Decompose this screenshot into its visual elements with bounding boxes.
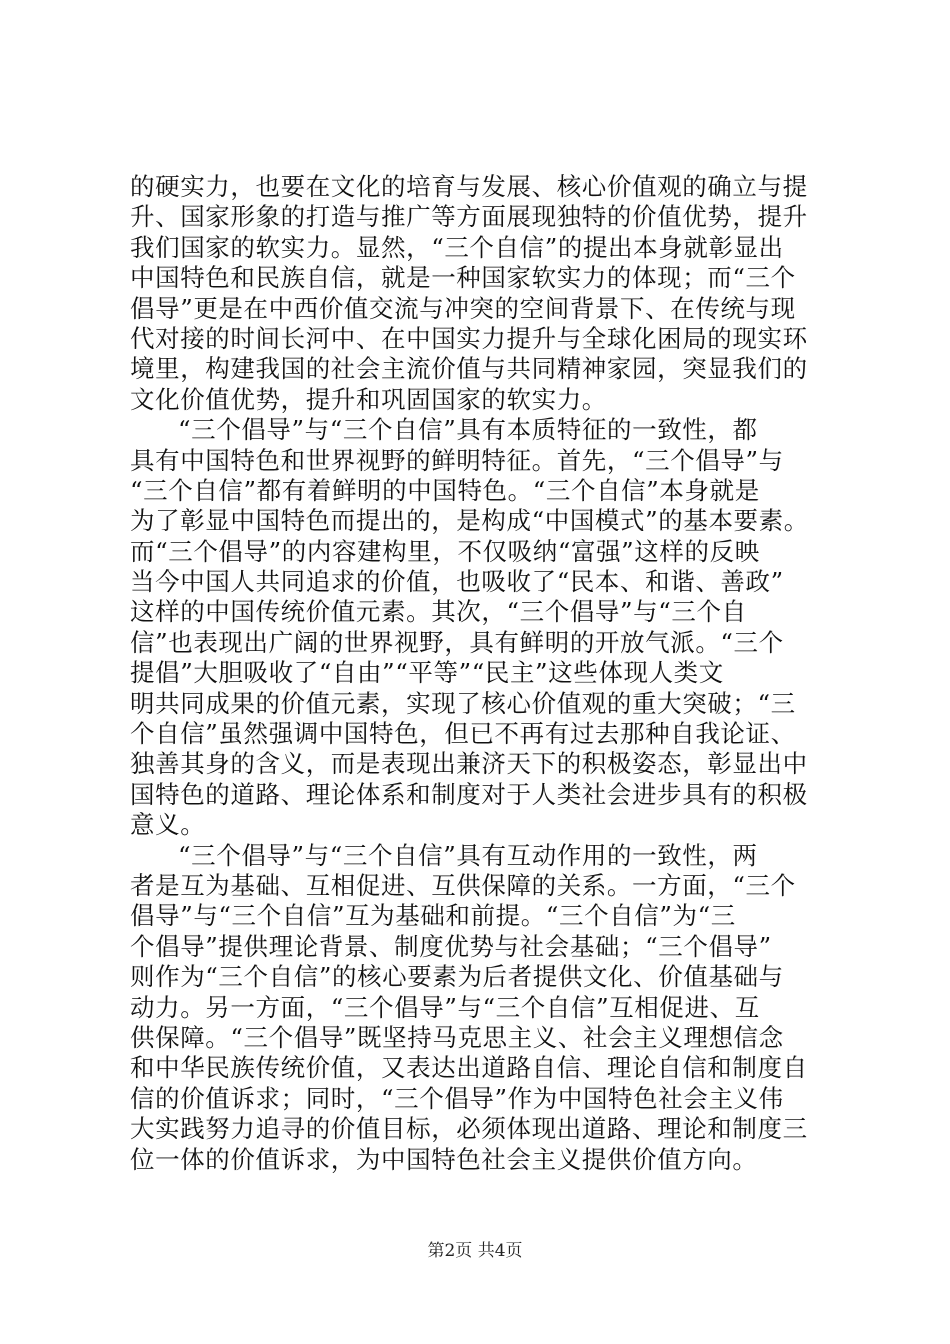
- paragraph-line: 具有中国特色和世界视野的鲜明特征。首先，“三个倡导”与: [130, 445, 784, 475]
- paragraph-first-line: “三个倡导”与“三个自信”具有本质特征的一致性，都: [178, 415, 758, 445]
- paragraph-3: [130, 841, 830, 1175]
- page-number-footer: 第2页 共4页: [427, 1241, 523, 1261]
- paragraph-line: 动力。另一方面，“三个倡导”与“三个自信”互相促进、互: [130, 992, 760, 1022]
- paragraph-line: 大实践努力追寻的价值目标，必须体现出道路、理论和制度三: [130, 1114, 808, 1144]
- paragraph-line: 为了彰显中国特色而提出的，是构成“中国模式”的基本要素。: [130, 506, 809, 536]
- paragraph-line: “三个自信”都有着鲜明的中国特色。“三个自信”本身就是: [130, 475, 760, 505]
- paragraph-line: 境里，构建我国的社会主流价值与共同精神家园，突显我们的: [130, 354, 808, 384]
- paragraph-line: 倡导”与“三个自信”互为基础和前提。“三个自信”为“三: [130, 901, 736, 931]
- paragraph-line: 国特色的道路、理论体系和制度对于人类社会进步具有的积极: [130, 779, 808, 809]
- paragraph-line: 升、国家形象的打造与推广等方面展现独特的价值优势，提升: [130, 202, 808, 232]
- paragraph-line: 位一体的价值诉求，为中国特色社会主义提供价值方向。: [130, 1144, 758, 1174]
- document-body: [130, 172, 830, 1175]
- paragraph-line: 个自信”虽然强调中国特色，但已不再有过去那种自我论证、: [130, 719, 796, 749]
- paragraph-line: 当今中国人共同追求的价值，也吸收了“民本、和谐、善政”: [130, 567, 784, 597]
- paragraph-line: 中国特色和民族自信，就是一种国家软实力的体现；而“三个: [130, 263, 796, 293]
- paragraph-line: 文化价值优势，提升和巩固国家的软实力。: [130, 384, 607, 414]
- paragraph-line: 的硬实力，也要在文化的培育与发展、核心价值观的确立与提: [130, 172, 808, 201]
- paragraph-line: 而“三个倡导”的内容建构里，不仅吸纳“富强”这样的反映: [130, 536, 760, 566]
- paragraph-line: 这样的中国传统价值元素。其次，“三个倡导”与“三个自: [130, 597, 747, 627]
- paragraph-line: 代对接的时间长河中、在中国实力提升与全球化困局的现实环: [130, 323, 808, 353]
- paragraph-line: 我们国家的软实力。显然，“三个自信”的提出本身就彰显出: [130, 232, 784, 262]
- paragraph-line: 个倡导”提供理论背景、制度优势与社会基础；“三个倡导”: [130, 931, 772, 961]
- paragraph-first-line: “三个倡导”与“三个自信”具有互动作用的一致性，两: [178, 840, 758, 870]
- paragraph-line: 信”也表现出广阔的世界视野，具有鲜明的开放气派。“三个: [130, 627, 784, 657]
- paragraph-line: 则作为“三个自信”的核心要素为后者提供文化、价值基础与: [130, 962, 784, 992]
- paragraph-line: 者是互为基础、互相促进、互供保障的关系。一方面，“三个: [130, 870, 796, 900]
- paragraph-line: 提倡”大胆吸收了“自由”“平等”“民主”这些体现人类文: [130, 658, 724, 688]
- paragraph-line: 和中华民族传统价值，又表达出道路自信、理论自信和制度自: [130, 1053, 808, 1083]
- paragraph-line: 倡导”更是在中西价值交流与冲突的空间背景下、在传统与现: [130, 293, 796, 323]
- paragraph-line: 独善其身的含义，而是表现出兼济天下的积极姿态，彰显出中: [130, 749, 808, 779]
- paragraph-line: 供保障。“三个倡导”既坚持马克思主义、社会主义理想信念: [130, 1022, 784, 1052]
- paragraph-line: 信的价值诉求；同时，“三个倡导”作为中国特色社会主义伟: [130, 1083, 784, 1113]
- paragraph-1: [130, 172, 830, 415]
- paragraph-line: 明共同成果的价值元素，实现了核心价值观的重大突破；“三: [130, 688, 796, 718]
- paragraph-line: 意义。: [130, 810, 206, 840]
- paragraph-2: [130, 415, 830, 840]
